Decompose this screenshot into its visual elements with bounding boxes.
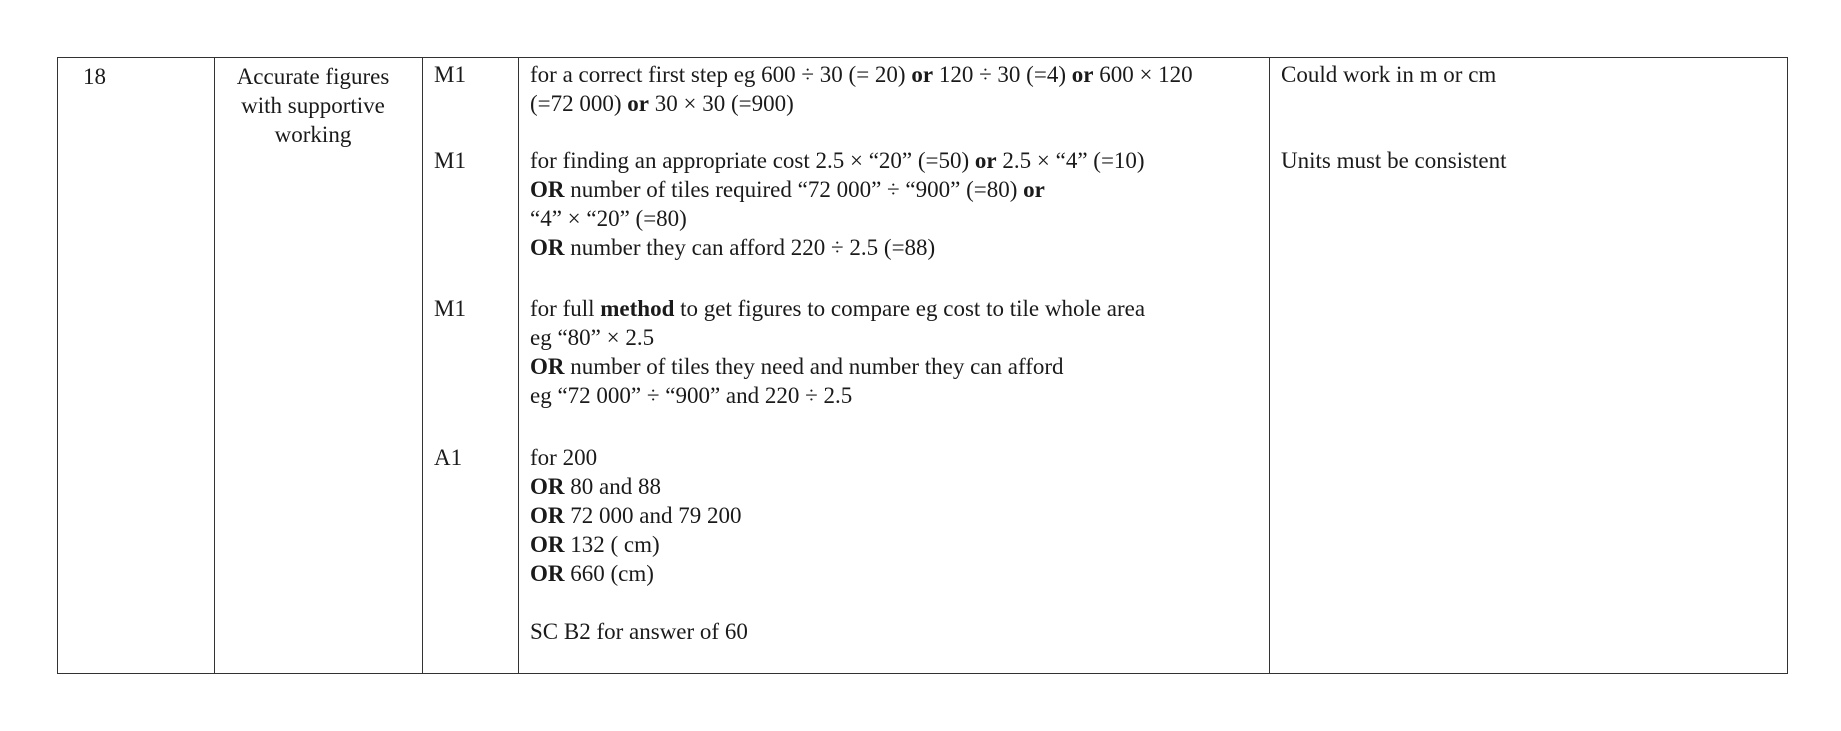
- column-divider: [422, 58, 423, 673]
- guidance-text: 2.5 × “4” (=10): [996, 148, 1145, 173]
- mark-code: M1: [434, 62, 466, 87]
- guidance-line: [530, 175, 1145, 204]
- guidance-block: [530, 294, 1145, 410]
- guidance-block: [530, 60, 1193, 118]
- guidance-text: (=72 000): [530, 91, 628, 116]
- guidance-text: 132 ( cm): [564, 532, 660, 557]
- guidance-line: [530, 617, 748, 646]
- guidance-line: [530, 60, 1193, 89]
- guidance-keyword: method: [600, 296, 675, 321]
- guidance-keyword: or: [627, 91, 650, 116]
- mark-code: A1: [434, 445, 463, 470]
- notes-cell: Could work in m or cm: [1281, 62, 1497, 87]
- guidance-keyword: OR: [530, 561, 565, 586]
- guidance-line: [530, 204, 1145, 233]
- column-divider: [214, 58, 215, 673]
- guidance-text: 660 (cm): [564, 561, 654, 586]
- guidance-keyword: or: [911, 62, 934, 87]
- guidance-line: [530, 146, 1145, 175]
- guidance-text: 600 × 120: [1093, 62, 1193, 87]
- guidance-text: number they can afford 220 ÷ 2.5 (=88): [564, 235, 936, 260]
- guidance-line: [530, 294, 1145, 323]
- guidance-keyword: or: [1023, 177, 1045, 202]
- mark-scheme-table: [57, 57, 1788, 674]
- guidance-keyword: OR: [530, 354, 565, 379]
- guidance-text: 120 ÷ 30 (=4): [933, 62, 1072, 87]
- guidance-line: [530, 559, 748, 588]
- guidance-text: for finding an appropriate cost 2.5 × “20” (=50): [530, 148, 975, 173]
- guidance-text: 30 × 30 (=900): [649, 91, 794, 116]
- guidance-line: [530, 381, 1145, 410]
- question-number: 18: [83, 64, 106, 89]
- guidance-keyword: or: [1071, 62, 1094, 87]
- answer-cell: Accurate figures with supportive working: [236, 64, 390, 147]
- column-divider: [1269, 58, 1270, 673]
- guidance-text: 80 and 88: [564, 474, 661, 499]
- guidance-text: number of tiles they need and number they can afford: [564, 354, 1064, 379]
- guidance-line: [530, 89, 1193, 118]
- guidance-line: [530, 530, 748, 559]
- guidance-keyword: OR: [530, 474, 565, 499]
- guidance-line: [530, 352, 1145, 381]
- guidance-text: for a correct first step eg 600 ÷ 30 (= 20): [530, 62, 912, 87]
- notes-cell: Units must be consistent: [1281, 148, 1507, 173]
- guidance-line: [530, 501, 748, 530]
- guidance-text: to get figures to compare eg cost to tile whole area: [674, 296, 1146, 321]
- guidance-text: 72 000 and 79 200: [564, 503, 742, 528]
- guidance-line: [530, 472, 748, 501]
- guidance-line: [530, 588, 748, 617]
- guidance-block: [530, 146, 1145, 262]
- guidance-line: [530, 233, 1145, 262]
- mark-code: M1: [434, 296, 466, 321]
- guidance-text: for 200: [530, 445, 598, 470]
- column-divider: [518, 58, 519, 673]
- guidance-text: “4” × “20” (=80): [530, 206, 687, 231]
- guidance-text: eg “80” × 2.5: [530, 325, 655, 350]
- guidance-keyword: OR: [530, 503, 565, 528]
- guidance-text: number of tiles required “72 000” ÷ “900” (=80): [564, 177, 1024, 202]
- guidance-keyword: OR: [530, 235, 565, 260]
- guidance-keyword: OR: [530, 532, 565, 557]
- guidance-text: SC B2 for answer of 60: [530, 619, 748, 644]
- guidance-keyword: or: [974, 148, 997, 173]
- mark-code: M1: [434, 148, 466, 173]
- guidance-text: for full: [530, 296, 601, 321]
- guidance-line: [530, 443, 748, 472]
- guidance-block: [530, 443, 748, 646]
- guidance-keyword: OR: [530, 177, 565, 202]
- guidance-line: [530, 323, 1145, 352]
- guidance-text: eg “72 000” ÷ “900” and 220 ÷ 2.5: [530, 383, 853, 408]
